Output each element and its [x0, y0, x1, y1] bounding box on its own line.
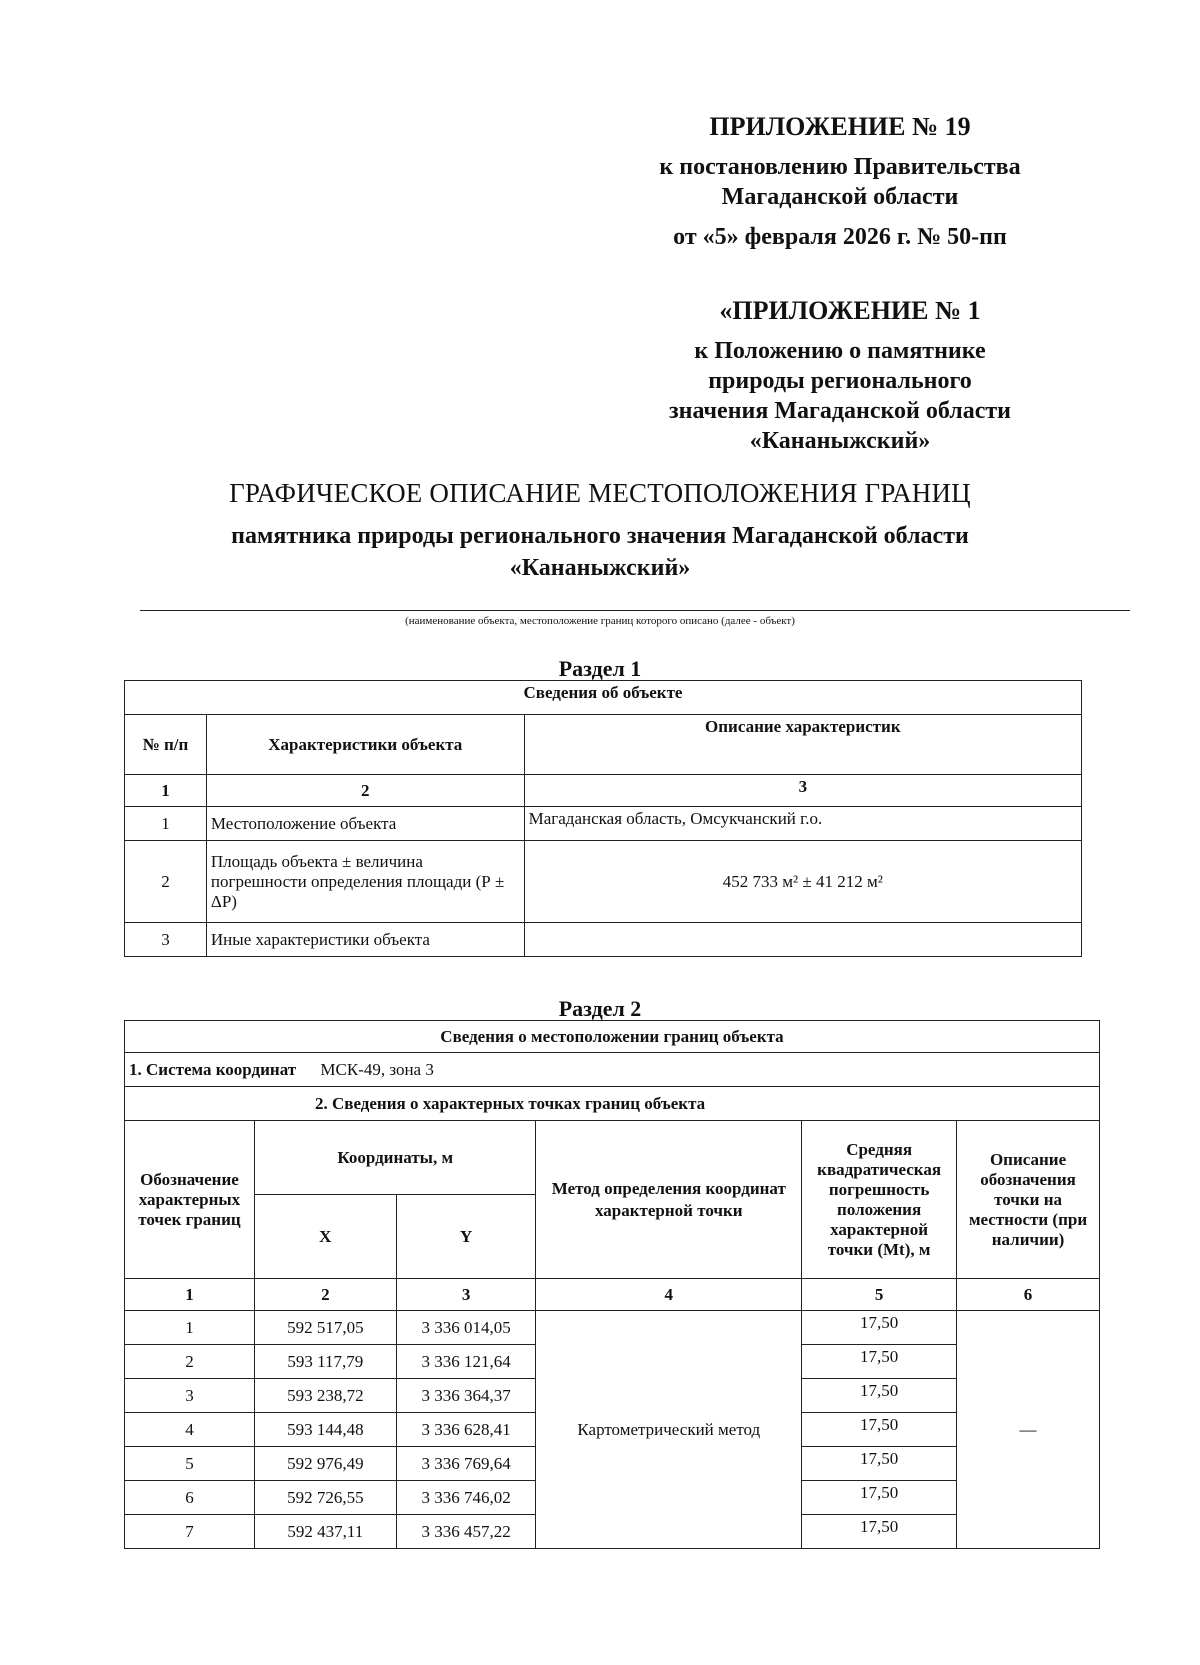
coordinate-system-label: 1. Система координат — [129, 1059, 297, 1079]
point-error: 17,50 — [802, 1481, 957, 1515]
col-number-2: 2 — [206, 775, 524, 807]
point-x: 592 517,05 — [254, 1311, 396, 1345]
point-error: 17,50 — [802, 1515, 957, 1549]
point-number: 5 — [125, 1447, 255, 1481]
col-number-4: 4 — [536, 1279, 802, 1311]
object-name-note: (наименование объекта, местоположение границ которого описано (далее - объект) — [405, 615, 795, 627]
section-2-caption: Сведения о местоположении границ объекта — [125, 1021, 1100, 1053]
point-error: 17,50 — [802, 1447, 957, 1481]
point-number: 4 — [125, 1413, 255, 1447]
regulation-line-2: природы регионального — [708, 368, 972, 394]
header-coordinates: Координаты, м — [254, 1121, 536, 1195]
section-1-label: Раздел 1 — [558, 656, 642, 681]
header-y: Y — [396, 1195, 536, 1279]
row-description: Магаданская область, Омсукчанский г.о. — [524, 807, 1081, 841]
point-x: 593 144,48 — [254, 1413, 396, 1447]
header-method: Метод определения координат характерной точки — [536, 1121, 802, 1279]
table-row — [125, 807, 1082, 841]
point-number: 3 — [125, 1379, 255, 1413]
point-x: 592 437,11 — [254, 1515, 396, 1549]
col-number-3: 3 — [524, 775, 1081, 807]
header-x: X — [254, 1195, 396, 1279]
row-number: 2 — [125, 841, 207, 923]
resolution-line-1: к постановлению Правительства — [659, 154, 1021, 180]
point-y: 3 336 457,22 — [396, 1515, 536, 1549]
point-x: 593 238,72 — [254, 1379, 396, 1413]
document-title: ГРАФИЧЕСКОЕ ОПИСАНИЕ МЕСТОПОЛОЖЕНИЯ ГРАНИЦ — [229, 478, 971, 508]
point-number: 7 — [125, 1515, 255, 1549]
object-name-underline — [140, 610, 1130, 611]
col-number-1: 1 — [125, 775, 207, 807]
points-caption: 2. Сведения о характерных точках границ объекта — [125, 1087, 1100, 1121]
resolution-line-2: Магаданской области — [721, 184, 959, 210]
row-characteristic: Иные характеристики объекта — [206, 923, 524, 957]
col-number-5: 5 — [802, 1279, 957, 1311]
point-y: 3 336 121,64 — [396, 1345, 536, 1379]
regulation-line-1: к Положению о памятнике — [694, 338, 986, 364]
regulation-line-3: значения Магаданской области — [669, 398, 1011, 424]
point-y: 3 336 628,41 — [396, 1413, 536, 1447]
point-number: 2 — [125, 1345, 255, 1379]
point-x: 592 976,49 — [254, 1447, 396, 1481]
coordinate-system-value: МСК-49, зона 3 — [320, 1059, 434, 1079]
row-description: 452 733 м² ± 41 212 м² — [524, 841, 1081, 923]
point-error: 17,50 — [802, 1413, 957, 1447]
row-characteristic: Площадь объекта ± величина погрешности определения площади (Р ± ΔР) — [206, 841, 524, 923]
header-description: Описание характеристик — [524, 715, 1081, 775]
point-description-cell: — — [957, 1311, 1100, 1549]
table-row — [125, 923, 1082, 957]
resolution-date: от «5» февраля 2026 г. № 50-пп — [673, 224, 1007, 250]
appendix-19-heading: ПРИЛОЖЕНИЕ № 19 — [709, 112, 971, 141]
point-error: 17,50 — [802, 1311, 957, 1345]
point-error: 17,50 — [802, 1379, 957, 1413]
point-y: 3 336 769,64 — [396, 1447, 536, 1481]
appendix-1-heading: «ПРИЛОЖЕНИЕ № 1 — [719, 296, 981, 325]
header-number: № п/п — [125, 715, 207, 775]
point-number: 6 — [125, 1481, 255, 1515]
row-number: 3 — [125, 923, 207, 957]
header-point-description: Описание обозначения точки на местности (при наличии) — [957, 1121, 1100, 1279]
col-number-6: 6 — [957, 1279, 1100, 1311]
col-number-3: 3 — [396, 1279, 536, 1311]
header-designation: Обозначение характерных точек границ — [125, 1121, 255, 1279]
point-y: 3 336 364,37 — [396, 1379, 536, 1413]
section-2-label: Раздел 2 — [558, 996, 642, 1021]
row-characteristic: Местоположение объекта — [206, 807, 524, 841]
point-y: 3 336 014,05 — [396, 1311, 536, 1345]
method-cell: Картометрический метод — [536, 1311, 802, 1549]
subtitle-line-1: памятника природы регионального значения Магаданской области — [231, 523, 969, 549]
regulation-line-4: «Кананыжский» — [749, 428, 931, 454]
header-error: Средняя квадратическая погрешность положения характерной точки (Mt), м — [802, 1121, 957, 1279]
header-characteristic: Характеристики объекта — [206, 715, 524, 775]
section-1-caption: Сведения об объекте — [125, 681, 1082, 715]
table-row — [125, 841, 1082, 923]
row-description — [524, 923, 1081, 957]
point-y: 3 336 746,02 — [396, 1481, 536, 1515]
section-2-table — [124, 1020, 1100, 1549]
section-1-table — [124, 680, 1082, 957]
subtitle-line-2: «Кананыжский» — [509, 555, 691, 581]
col-number-1: 1 — [125, 1279, 255, 1311]
table-row — [125, 1311, 1100, 1345]
col-number-2: 2 — [254, 1279, 396, 1311]
coordinate-system-row — [125, 1053, 1100, 1087]
point-error: 17,50 — [802, 1345, 957, 1379]
document-subtitle — [120, 520, 1080, 584]
point-number: 1 — [125, 1311, 255, 1345]
point-x: 593 117,79 — [254, 1345, 396, 1379]
point-x: 592 726,55 — [254, 1481, 396, 1515]
row-number: 1 — [125, 807, 207, 841]
